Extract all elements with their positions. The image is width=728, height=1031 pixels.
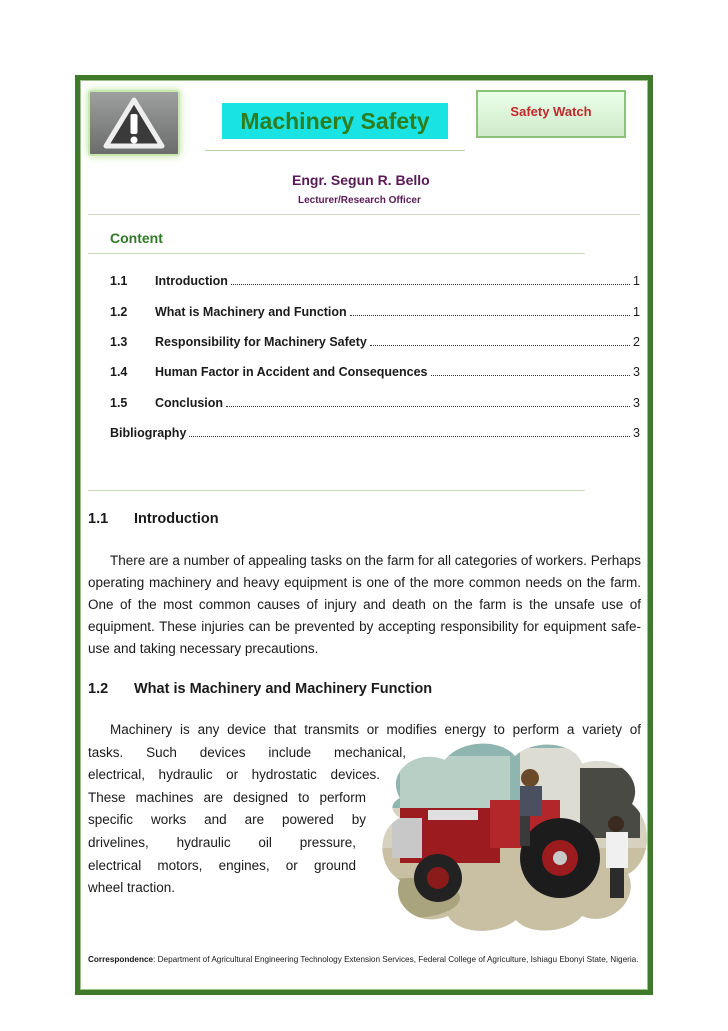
toc-entry[interactable] xyxy=(110,305,640,323)
toc-title: Human Factor in Accident and Consequences xyxy=(155,365,428,379)
toc-number: 1.1 xyxy=(110,274,128,288)
warning-icon xyxy=(88,90,180,156)
author-role: Lecturer/Research Officer xyxy=(298,195,421,206)
paragraph-line: electrical motors, engines, or ground xyxy=(88,857,356,873)
toc-page: 3 xyxy=(633,365,640,379)
correspondence-footer xyxy=(88,952,641,968)
section-number: 1.1 xyxy=(88,511,109,527)
toc-title: Conclusion xyxy=(155,396,224,410)
toc-entry[interactable] xyxy=(110,335,640,353)
toc-page: 2 xyxy=(633,335,640,349)
toc-leader xyxy=(370,345,630,346)
toc-entry[interactable] xyxy=(110,396,640,414)
toc-number: 1.5 xyxy=(110,396,128,410)
paragraph-line: specific works and are powered by xyxy=(88,812,366,828)
title-divider xyxy=(205,150,465,151)
safety-watch-badge xyxy=(476,90,626,138)
badge-label: Safety Watch xyxy=(510,104,592,119)
paragraph-line: Machinery is any device that transmits or modifies energy to perform a variety of xyxy=(110,722,641,737)
toc-number: 1.4 xyxy=(110,365,128,379)
toc-leader xyxy=(226,406,630,407)
paragraph-line: These machines are designed to perform xyxy=(88,789,366,805)
toc-leader xyxy=(231,284,630,285)
toc-title: What is Machinery and Function xyxy=(155,305,347,319)
paragraph-line: drivelines, hydraulic oil pressure, xyxy=(88,834,356,850)
section-title: Introduction xyxy=(134,511,219,527)
correspondence-text: : Department of Agricultural Engineering Technology Extension Services, Federal College of Agriculture, Ishiagu Ebonyi State, Nigeria. xyxy=(153,955,639,964)
toc-heading: Content xyxy=(110,230,163,246)
author-divider xyxy=(88,214,640,215)
document-title: Machinery Safety xyxy=(222,103,448,139)
correspondence-label: Correspondence xyxy=(88,955,154,964)
toc-page: 3 xyxy=(633,396,640,410)
toc-leader xyxy=(350,315,630,316)
toc-number: 1.2 xyxy=(110,305,128,319)
section-number: 1.2 xyxy=(88,681,109,697)
toc-entry-bibliography[interactable] xyxy=(110,426,640,444)
toc-entry[interactable] xyxy=(110,365,640,383)
toc-leader xyxy=(189,436,630,437)
paragraph-line: tasks. Such devices include mechanical, xyxy=(88,744,406,760)
toc-title: Responsibility for Machinery Safety xyxy=(155,335,367,349)
paragraph-line: wheel traction. xyxy=(88,880,176,896)
toc-leader xyxy=(431,375,631,376)
toc-number: 1.3 xyxy=(110,335,128,349)
paragraph-line: electrical, hydraulic or hydrostatic devices. xyxy=(88,767,380,783)
tractor-photo xyxy=(370,738,655,933)
section-divider xyxy=(88,490,585,491)
toc-entry[interactable] xyxy=(110,274,640,292)
author-name: Engr. Segun R. Bello xyxy=(292,172,430,188)
section-title: What is Machinery and Machinery Function xyxy=(134,681,433,697)
toc-page: 1 xyxy=(633,305,640,319)
toc-title: Bibliography xyxy=(110,426,187,440)
section-paragraph: There are a number of appealing tasks on the farm for all categories of workers. Perhaps operating machinery and heavy equipment is one of the more common needs on the farm. One of the most common causes of injury and death on the farm is the unsafe use of equipment. These injuries can be prevented by accepting responsibility for equipment safe-use and taking necessary precautions. xyxy=(88,553,641,656)
toc-page: 3 xyxy=(633,426,640,440)
toc-page: 1 xyxy=(633,274,640,288)
toc-title: Introduction xyxy=(155,274,228,288)
toc-divider xyxy=(88,253,585,254)
